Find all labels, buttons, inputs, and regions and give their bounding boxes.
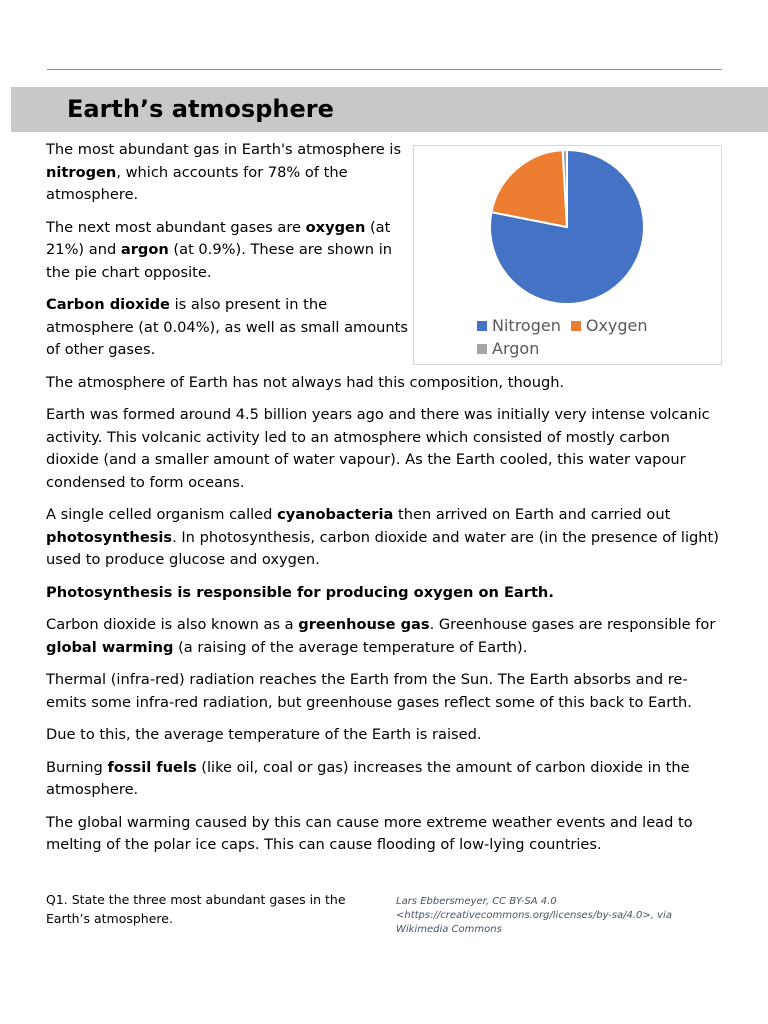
legend-label-nitrogen: Nitrogen (492, 316, 561, 335)
paragraph-nitrogen (46, 139, 416, 207)
paragraph-temperature: Due to this, the average temperature of the Earth is raised. (46, 726, 482, 743)
text: . In photosynthesis, carbon dioxide and water are (in the presence of light) used to produce glucose and oxygen. (46, 528, 719, 568)
text: (at 21%) and (46, 218, 391, 258)
paragraph-oxygen-argon (46, 217, 416, 285)
paragraph-composition: The atmosphere of Earth has not always had this composition, though. (46, 373, 565, 391)
legend-label-argon: Argon (492, 339, 540, 358)
key-fact: Photosynthesis is responsible for producing oxygen on Earth. (46, 583, 554, 601)
title-bar (11, 87, 768, 132)
term-greenhouse-gas: greenhouse gas (298, 616, 430, 633)
question-q1: Q1. State the three most abundant gases in the Earth’s atmosphere. (46, 892, 346, 926)
text: Carbon dioxide is also known as a (46, 616, 299, 633)
text: (like oil, coal or gas) increases the amount of carbon dioxide in the atmosphere. (46, 758, 690, 798)
top-rule (47, 69, 722, 70)
text: is also present in the atmosphere (at 0.04%), as well as small amounts of other gases. (46, 296, 408, 358)
text: then arrived on Earth and carried out (393, 506, 671, 523)
paragraph-earth-formation: Earth was formed around 4.5 billion years ago and there was initially very intense volcanic activity. This volcanic activity led to an atmosphere which consisted of mostly carbon dioxide (and a smaller amount of water vapour). As the Earth cooled, this water vapour condensed to form oceans. (46, 406, 710, 491)
paragraph-carbon-dioxide (46, 294, 416, 362)
paragraph-fossil-fuels (46, 757, 722, 802)
legend-label-oxygen: Oxygen (585, 316, 648, 335)
text: , which accounts for 78% of the atmosphere. (46, 163, 348, 203)
text: The most abundant gas in Earth's atmosphere is (46, 141, 402, 158)
page-title: Earth’s atmosphere (67, 95, 334, 123)
paragraph-cyanobacteria (46, 504, 722, 572)
text: The next most abundant gases are (46, 218, 306, 236)
text: A single celled organism called (46, 506, 278, 523)
paragraph-greenhouse (46, 614, 722, 659)
term-fossil-fuels: fossil fuels (107, 758, 197, 776)
term-photosynthesis: photosynthesis (46, 528, 173, 546)
text: (a raising of the average temperature of Earth). (173, 638, 528, 656)
term-cyanobacteria: cyanobacteria (277, 506, 394, 523)
term-oxygen: oxygen (305, 218, 366, 236)
paragraph-consequences: The global warming caused by this can cause more extreme weather events and lead to melting of the polar ice caps. This can cause flooding of low-lying countries. (46, 813, 693, 853)
term-argon: argon (120, 241, 169, 258)
term-carbon-dioxide: Carbon dioxide (46, 296, 170, 313)
term-global-warming: global warming (46, 638, 174, 656)
paragraph-infrared: Thermal (infra-red) radiation reaches the Earth from the Sun. The Earth absorbs and re-emits some infra-red radiation, but greenhouse gases reflect some of this back to Earth. (46, 671, 692, 711)
term-nitrogen: nitrogen (46, 163, 117, 181)
text: (at 0.9%). These are shown in the pie chart opposite. (46, 241, 392, 281)
text: . Greenhouse gases are responsible for (429, 616, 716, 633)
paragraph-key-fact (46, 582, 722, 605)
body-text (46, 139, 722, 867)
text: Burning (46, 758, 108, 776)
image-credit: Lars Ebbersmeyer, CC BY-SA 4.0 <https://creativecommons.org/licenses/by-sa/4.0>, via Wikimedia Commons (396, 896, 672, 935)
